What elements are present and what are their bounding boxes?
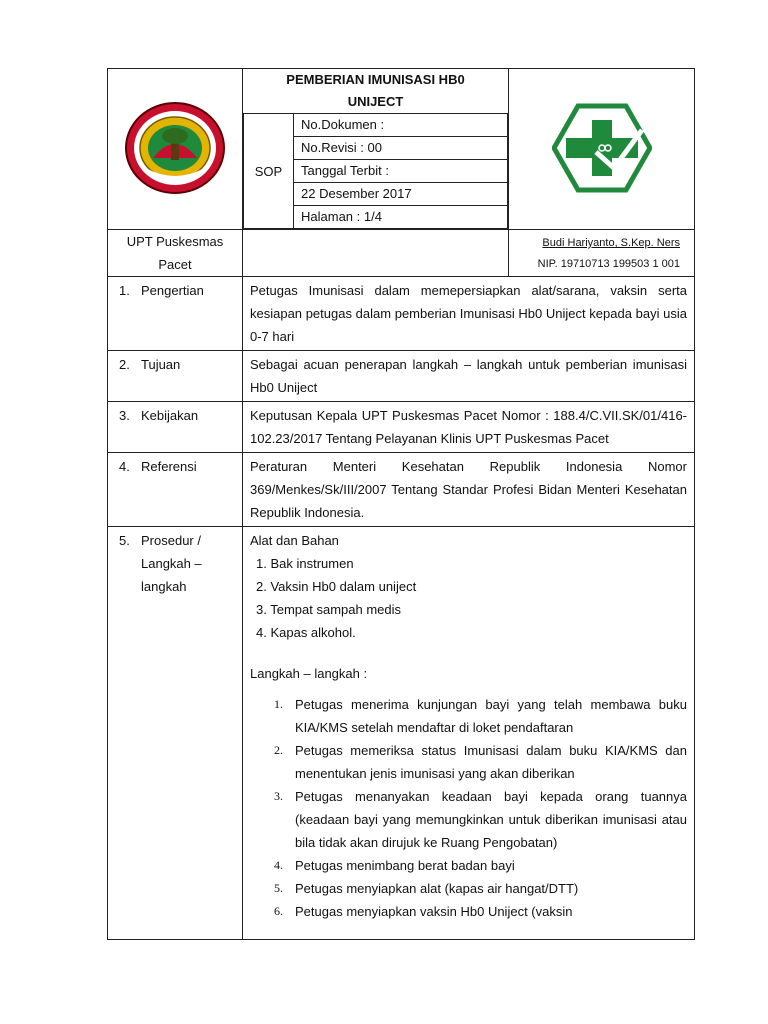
document-title	[243, 69, 508, 113]
empty-cell	[243, 230, 509, 277]
regency-logo-cell	[108, 69, 243, 230]
sop-label: SOP	[244, 114, 294, 229]
signer-nip: NIP. 19710713 199503 1 001	[537, 258, 680, 270]
section-label-tujuan: 2. Tujuan	[108, 351, 243, 402]
langkah-title: Langkah – langkah :	[250, 666, 368, 681]
langkah-list	[250, 693, 687, 923]
list-item: 2. Vaksin Hb0 dalam uniject	[256, 579, 417, 594]
list-item: 4. Kapas alkohol.	[256, 625, 356, 640]
section-label-pengertian: 1. Pengertian	[108, 277, 243, 351]
no-dokumen: No.Dokumen :	[294, 114, 508, 137]
section-label-prosedur: 5. Prosedur / Langkah – langkah	[108, 527, 243, 940]
sop-table	[107, 68, 695, 940]
list-item: 6. Petugas menyiapkan vaksin Hb0 Uniject (vaksin	[274, 904, 573, 919]
list-item: 1. Bak instrumen	[256, 556, 354, 571]
institution-name-line-2: Pacet	[158, 257, 192, 272]
institution-name	[108, 230, 243, 277]
puskesmas-logo-cell	[509, 69, 695, 230]
institution-name-line-1: UPT Puskesmas	[126, 234, 224, 249]
alat-title: Alat dan Bahan	[250, 533, 339, 548]
title-line-2: UNIJECT	[347, 94, 404, 109]
list-item: 4. Petugas menimbang berat badan bayi	[274, 858, 515, 873]
section-text-tujuan: Sebagai acuan penerapan langkah – langkah untuk pemberian imunisasi Hb0 Uniject	[243, 351, 695, 402]
section-text-pengertian: Petugas Imunisasi dalam memepersiapkan alat/sarana, vaksin serta kesiapan petugas dalam pemberian Imunisasi Hb0 Uniject kepada bayi usia 0-7 hari	[243, 277, 695, 351]
halaman: Halaman : 1/4	[294, 206, 508, 229]
list-item: 3. Tempat sampah medis	[256, 602, 401, 617]
list-item: 2. Petugas memeriksa status Imunisasi dalam buku KIA/KMS dan menentukan jenis imunisasi yang akan diberikan	[274, 743, 687, 781]
list-item: 1. Petugas menerima kunjungan bayi yang telah membawa buku KIA/KMS setelah mendaftar di loket pendaftaran	[274, 697, 687, 735]
section-label-kebijakan: 3. Kebijakan	[108, 402, 243, 453]
puskesmas-logo-icon	[552, 102, 652, 194]
section-text-referensi: Peraturan Menteri Kesehatan Republik Indonesia Nomor 369/Menkes/Sk/III/2007 Tentang Standar Profesi Bidan Menteri Kesehatan Republik Indonesia.	[243, 453, 695, 527]
list-item: 5. Petugas menyiapkan alat (kapas air hangat/DTT)	[274, 881, 579, 896]
regency-emblem-icon	[123, 100, 227, 196]
alat-list	[250, 552, 687, 644]
list-item: 3. Petugas menanyakan keadaan bayi kepada orang tuannya (keadaan bayi yang memungkinkan untuk diberikan imunisasi atau bila tidak akan dirujuk ke Ruang Pengobatan)	[274, 789, 687, 850]
section-text-prosedur	[243, 527, 695, 940]
signer-block	[509, 230, 695, 277]
tanggal-terbit: Tanggal Terbit :	[294, 160, 508, 183]
no-revisi: No.Revisi : 00	[294, 137, 508, 160]
tanggal-terbit-value: 22 Desember 2017	[294, 183, 508, 206]
title-line-1: PEMBERIAN IMUNISASI HB0	[286, 72, 465, 87]
section-label-referensi: 4. Referensi	[108, 453, 243, 527]
document-meta-table	[243, 113, 508, 229]
section-text-kebijakan: Keputusan Kepala UPT Puskesmas Pacet Nomor : 188.4/C.VII.SK/01/416-102.23/2017 Tentang Pelayanan Klinis UPT Puskesmas Pacet	[243, 402, 695, 453]
signer-name: Budi Hariyanto, S.Kep. Ners	[542, 237, 680, 249]
title-cell	[243, 69, 509, 230]
